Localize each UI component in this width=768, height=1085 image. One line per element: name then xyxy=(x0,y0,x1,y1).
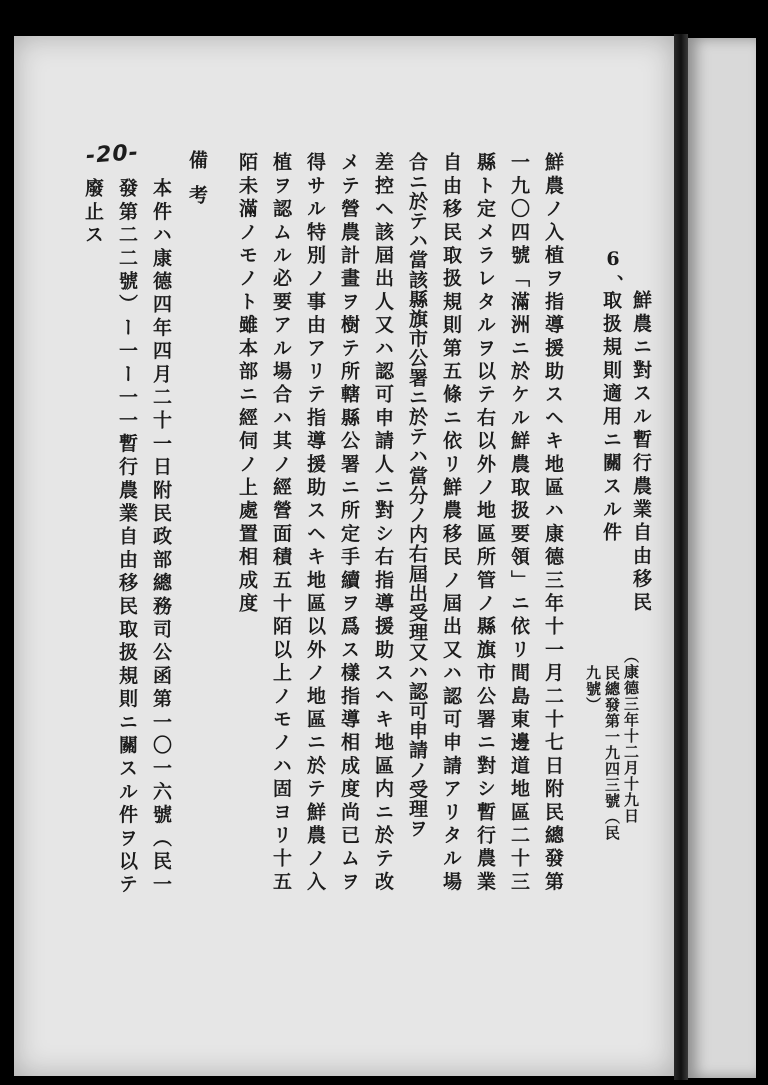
body-line-9: 植ヲ認ムル必要アル場合ハ其ノ經營面積五十陌以上ノモノハ固ヨリ十五 xyxy=(270,152,292,895)
reference-line-1: （康德三年十二月十九日 xyxy=(622,648,640,824)
facing-page-edge xyxy=(688,38,756,1078)
remarks-line-2: 發第二二號）ー一ー一一暫行農業自由移民取扱規則ニ關スル件ヲ以テ xyxy=(116,178,138,898)
body-line-6: 差控ヘ該屆出人又ハ認可申請人ニ對シ右指導援助スヘキ地區内ニ於テ改 xyxy=(372,152,394,895)
body-line-8: 得サル特別ノ事由アリテ指導援助スヘキ地區以外ノ地區ニ於テ鮮農ノ入 xyxy=(304,152,326,895)
body-line-4: 自由移民取扱規則第五條ニ依リ鮮農移民ノ屆出又ハ認可申請アリタル場 xyxy=(440,152,462,895)
body-line-10: 陌未滿ノモノト雖本部ニ經伺ノ上處置相成度 xyxy=(236,152,258,616)
body-line-7: メテ營農計畫ヲ樹テ所轄縣公署ニ所定手續ヲ爲ス樣指導相成度尚已ムヲ xyxy=(338,152,360,895)
body-line-1: 鮮農ノ入植ヲ指導援助スヘキ地區ハ康德三年十一月二十七日附民總發第 xyxy=(542,152,564,895)
body-line-2: 一九〇四號「滿洲ニ於ケル鮮農取扱要領」ニ依リ間島東邊道地區二十三 xyxy=(508,152,530,895)
page-number: -20- xyxy=(85,140,140,169)
reference-line-2: 民總發第一九四三號（民 xyxy=(603,665,621,841)
body-line-3: 縣ト定メラレタルヲ以テ右以外ノ地區所管ノ縣旗市公署ニ對シ暫行農業 xyxy=(474,152,496,895)
remarks-line-1: 本件ハ康德四年四月二十一日附民政部總務司公函第一〇一六號（民一 xyxy=(150,178,172,898)
page-binding-edge xyxy=(674,34,688,1080)
remarks-line-3: 廢止ス xyxy=(82,178,104,248)
body-line-5: 合ニ於テハ當該縣旗市公署ニ於テハ當分ノ内右屆出受理又ハ認可申請ノ受理ヲ xyxy=(406,152,428,838)
reference-line-3: 九號） xyxy=(584,665,602,713)
title-line-1: 鮮農ニ對スル暫行農業自由移民 xyxy=(630,290,652,615)
item-number: 6、 xyxy=(602,248,624,298)
remarks-heading: 備考 xyxy=(186,150,208,220)
title-line-2: 取扱規則適用ニ關スル件 xyxy=(600,290,622,546)
